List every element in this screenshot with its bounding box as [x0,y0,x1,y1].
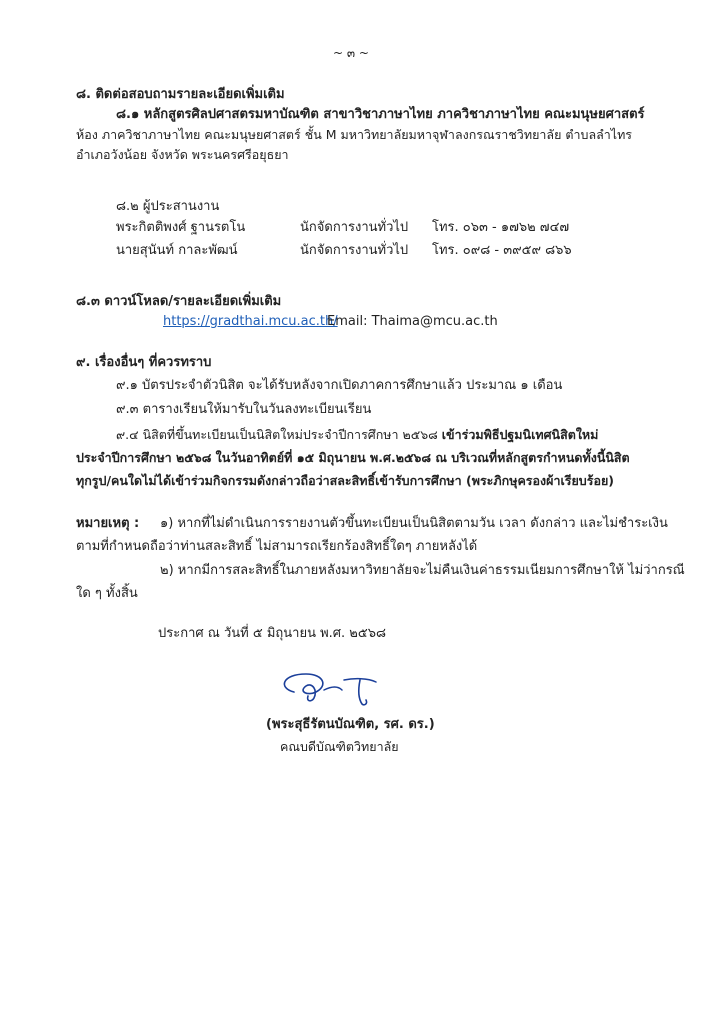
contact-email: Email: Thaima@mcu.ac.th [327,314,498,329]
coordinator-name: พระกิตติพงศ์ ฐานรตโน [116,220,246,235]
coordinator-phone: โทร. ๐๖๓ - ๑๗๖๒ ๗๔๗ [432,220,570,235]
announcement-date: ประกาศ ณ วันที่ ๕ มิถุนายน พ.ศ. ๒๕๖๘ [158,626,386,641]
section81-line1: ห้อง ภาควิชาภาษาไทย คณะมนุษยศาสตร์ ชั้น M มหาวิทยาลัยมหาจุฬาลงกรณราชวิทยาลัย ตำบลลำไทร [76,127,633,142]
signatory-name: (พระสุธีรัตนบัณฑิต, รศ. ดร.) [266,717,435,732]
page-number: ~ ๓ ~ [333,46,369,60]
note1-line1: ๑) หากที่ไม่ดำเนินการรายงานตัวขึ้นทะเบียนเป็นนิสิตตามวัน เวลา ดังกล่าว และไม่ชำระเงิน [160,516,668,531]
section9-item4-normal: ๙.๔ นิสิตที่ขึ้นทะเบียนเป็นนิสิตใหม่ประจำปีการศึกษา ๒๕๖๘ [116,427,438,442]
section9-item4-line1 [116,426,598,444]
section9-item3: ๙.๓ ตารางเรียนให้มารับในวันลงทะเบียนเรียน [116,402,372,417]
download-link[interactable]: https://gradthai.mcu.ac.th/ [163,314,338,329]
section9-heading: ๙. เรื่องอื่นๆ ที่ควรทราบ [76,355,212,370]
note2-line1: ๒) หากมีการสละสิทธิ์ในภายหลังมหาวิทยาลัยจะไม่คืนเงินค่าธรรมเนียมการศึกษาให้ ไม่ว่ากรณี [160,563,685,578]
coordinator-phone: โทร. ๐๙๘ - ๓๙๕๙ ๘๖๖ [432,243,572,258]
section9-item4-bold1: เข้าร่วมพิธีปฐมนิเทศนิสิตใหม่ [441,427,599,442]
signature-image [272,668,382,708]
signatory-title: คณบดีบัณฑิตวิทยาลัย [280,739,399,754]
notes-label: หมายเหตุ : [76,516,140,531]
coordinator-role: นักจัดการงานทั่วไป [300,220,409,235]
section83-title: ๘.๓ ดาวน์โหลด/รายละเอียดเพิ่มเติม [76,294,282,309]
section81-line2: อำเภอวังน้อย จังหวัด พระนครศรีอยุธยา [76,147,289,162]
note2-line2: ใด ๆ ทั้งสิ้น [76,586,138,601]
section8-heading: ๘. ติดต่อสอบถามรายละเอียดเพิ่มเติม [76,87,285,102]
section9-item4-line2: ประจำปีการศึกษา ๒๕๖๘ ในวันอาทิตย์ที่ ๑๕ มิถุนายน พ.ศ.๒๕๖๘ ณ บริเวณที่หลักสูตรกำหนดทั้งนี้นิสิต [76,450,630,465]
section9-item4-line3: ทุกรูป/คนใดไม่ได้เข้าร่วมกิจกรรมดังกล่าวถือว่าสละสิทธิ์เข้ารับการศึกษา (พระภิกษุครองผ้าเรียบร้อย) [76,473,614,488]
section82-title: ๘.๒ ผู้ประสานงาน [116,199,220,214]
section9-item1: ๙.๑ บัตรประจำตัวนิสิต จะได้รับหลังจากเปิดภาคการศึกษาแล้ว ประมาณ ๑ เดือน [116,378,563,393]
coordinator-role: นักจัดการงานทั่วไป [300,243,409,258]
coordinator-name: นายสุนันท์ กาละพัฒน์ [116,243,238,258]
note1-line2: ตามที่กำหนดถือว่าท่านสละสิทธิ์ ไม่สามารถเรียกร้องสิทธิ์ใดๆ ภายหลังได้ [76,539,478,554]
section81-title: ๘.๑ หลักสูตรศิลปศาสตรมหาบัณฑิต สาขาวิชาภาษาไทย ภาควิชาภาษาไทย คณะมนุษยศาสตร์ [116,107,645,122]
